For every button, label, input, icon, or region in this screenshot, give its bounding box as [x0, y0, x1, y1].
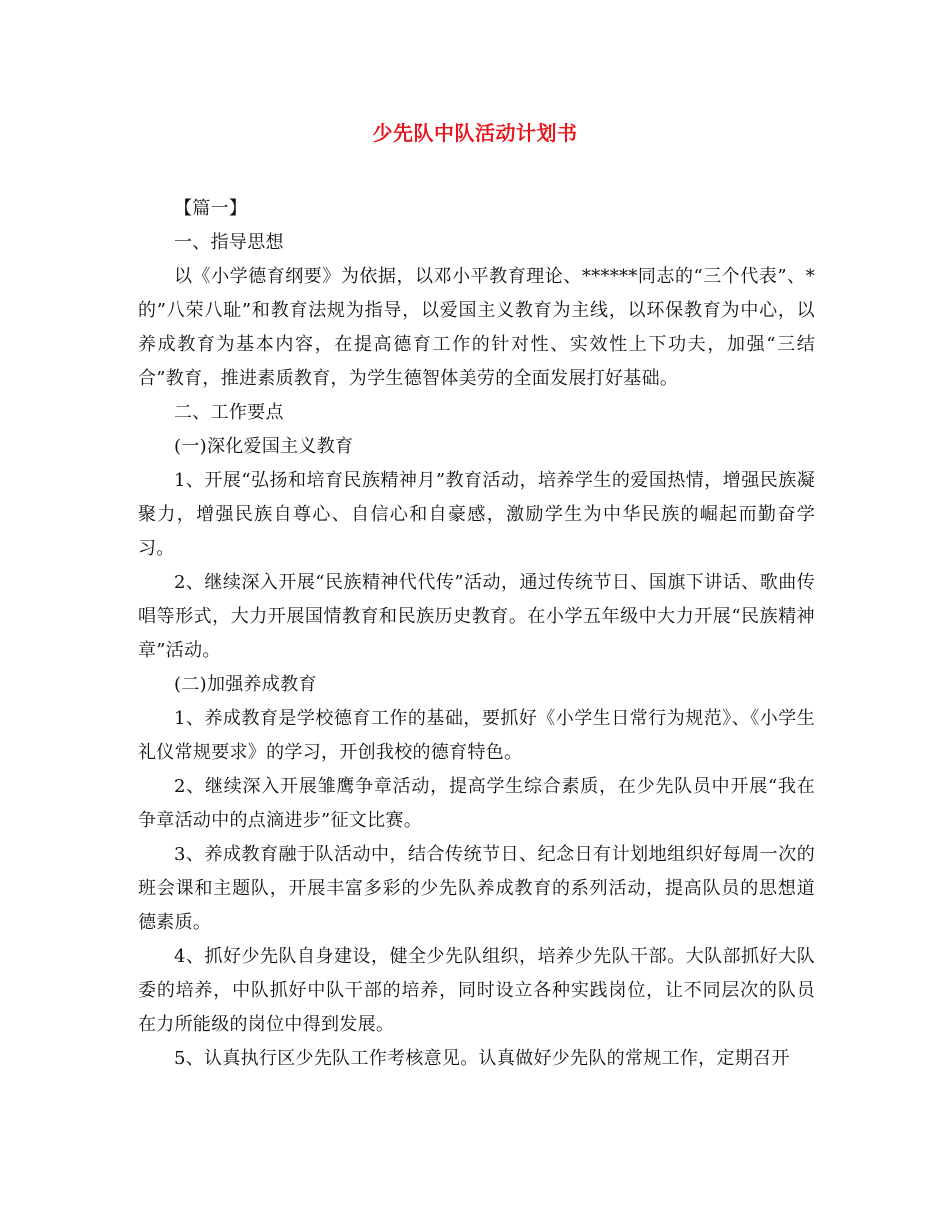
paragraph-item: 5、认真执行区少先队工作考核意见。认真做好少先队的常规工作，定期召开 [174, 1048, 790, 1069]
subheading-patriotism: (一)深化爱国主义教育 [174, 436, 354, 457]
paragraph-item: 1、开展“弘扬和培育民族精神月”教育活动，培养学生的爱国热情，增强民族凝聚力，增强民族自尊心、自信心和自豪感，激励学生为中华民族的崛起而勤奋学习。 [138, 470, 815, 559]
document-body [138, 192, 815, 1076]
document-title: 少先队中队活动计划书 [372, 121, 578, 145]
paragraph-item: 2、继续深入开展雏鹰争章活动，提高学生综合素质，在少先队员中开展“我在争章活动中的点滴进步”征文比赛。 [138, 776, 815, 831]
paragraph-guiding-ideology: 以《小学德育纲要》为依据，以邓小平教育理论、******同志的“三个代表”、*的”八荣八耻”和教育法规为指导，以爱国主义教育为主线，以环保教育为中心，以养成教育为基本内容，在提高德育工作的针对性、实效性上下功夫，加强“三结合”教育，推进素质教育，为学生德智体美劳的全面发展打好基础。 [138, 266, 815, 389]
paragraph-item: 1、养成教育是学校德育工作的基础，要抓好《小学生日常行为规范》、《小学生礼仪常规要求》的学习，开创我校的德育特色。 [138, 708, 815, 763]
heading-work-points: 二、工作要点 [174, 402, 284, 423]
paragraph-item: 2、继续深入开展“民族精神代代传”活动，通过传统节日、国旗下讲话、歌曲传唱等形式，大力开展国情教育和民族历史教育。在小学五年级中大力开展“民族精神章”活动。 [138, 572, 815, 661]
section-label: 【篇一】 [174, 198, 248, 219]
paragraph-item: 3、养成教育融于队活动中，结合传统节日、纪念日有计划地组织好每周一次的班会课和主题队，开展丰富多彩的少先队养成教育的系列活动，提高队员的思想道德素质。 [138, 844, 815, 933]
paragraph-item: 4、抓好少先队自身建设，健全少先队组织，培养少先队干部。大队部抓好大队委的培养，中队抓好中队干部的培养，同时设立各种实践岗位，让不同层次的队员在力所能级的岗位中得到发展。 [138, 946, 815, 1035]
subheading-habit-education: (二)加强养成教育 [174, 674, 317, 695]
heading-guiding-ideology: 一、指导思想 [174, 232, 284, 253]
